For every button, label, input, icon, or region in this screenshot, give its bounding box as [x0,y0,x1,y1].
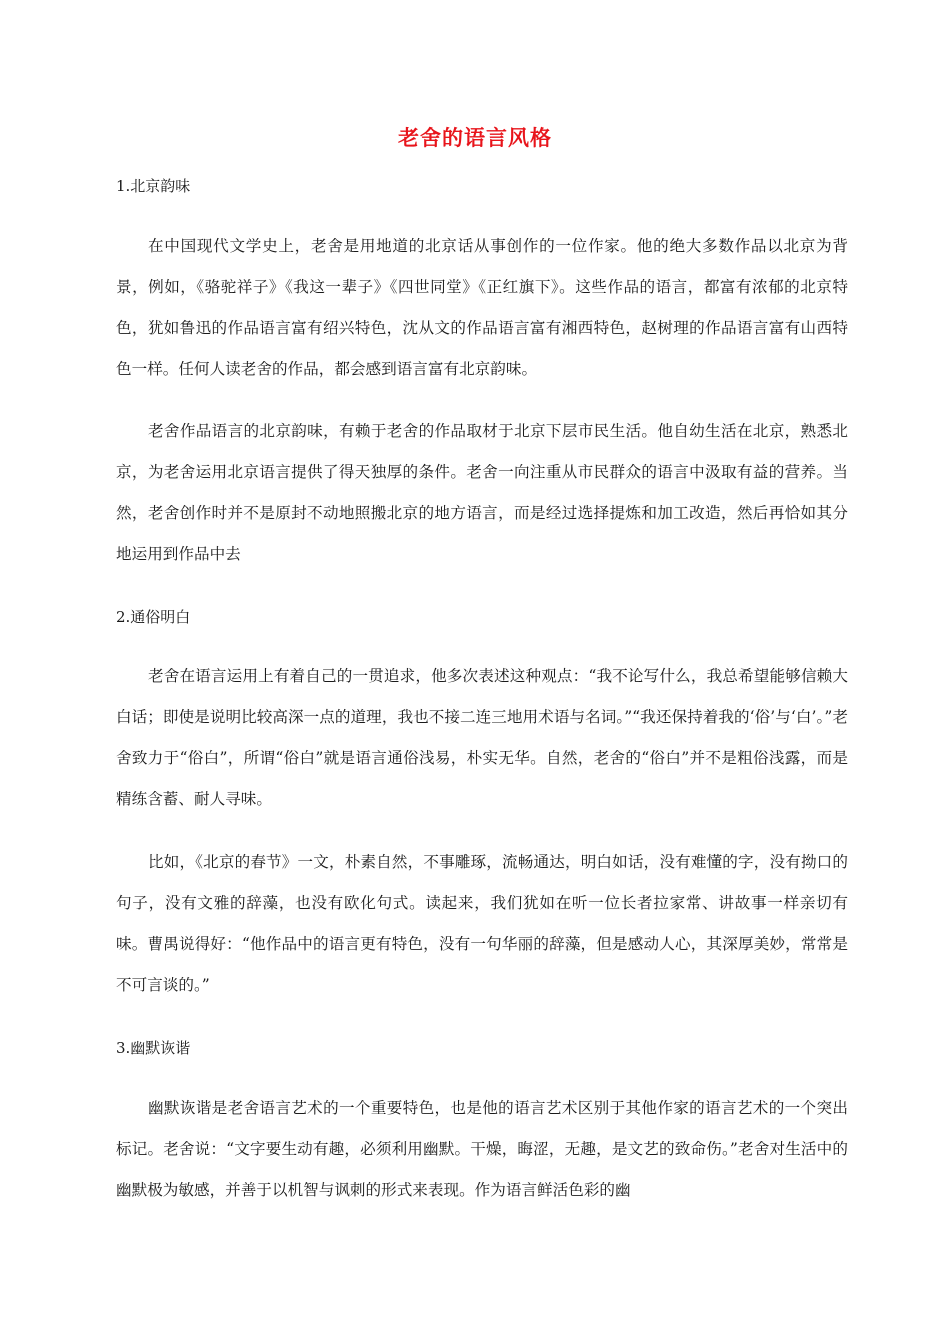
section-heading-1: 1.北京韵味 [116,177,191,195]
document-title: 老舍的语言风格 [398,125,552,150]
section-2-paragraph-1: 老舍在语言运用上有着自己的一贯追求，他多次表述这种观点：“我不论写什么，我总希望能够信赖大白话；即使是说明比较高深一点的道理，我也不接二连三地用术语与名词。”“我还保持着我的‘俗’与‘白’。”老舍致力于“俗白”，所谓“俗白”就是语言通俗浅易，朴实无华。自然，老舍的“俗白”并不是粗俗浅露，而是精练含蓄、耐人寻味。 [116,667,848,808]
section-1-paragraph-1: 在中国现代文学史上，老舍是用地道的北京话从事创作的一位作家。他的绝大多数作品以北京为背景，例如，《骆驼祥子》《我这一辈子》《四世同堂》《正红旗下》。这些作品的语言，都富有浓郁的北京特色，犹如鲁迅的作品语言富有绍兴特色，沈从文的作品语言富有湘西特色，赵树理的作品语言富有山西特色一样。任何人读老舍的作品，都会感到语言富有北京韵味。 [116,237,848,378]
section-1-paragraph-2: 老舍作品语言的北京韵味，有赖于老舍的作品取材于北京下层市民生活。他自幼生活在北京，熟悉北京，为老舍运用北京语言提供了得天独厚的条件。老舍一向注重从市民群众的语言中汲取有益的营养。当然，老舍创作时并不是原封不动地照搬北京的地方语言，而是经过选择提炼和加工改造，然后再恰如其分地运用到作品中去 [116,422,848,563]
section-2-paragraph-2: 比如，《北京的春节》一文，朴素自然，不事雕琢，流畅通达，明白如话，没有难懂的字，没有拗口的句子，没有文雅的辞藻，也没有欧化句式。读起来，我们犹如在听一位长者拉家常、讲故事一样亲切有味。曹禺说得好：“他作品中的语言更有特色，没有一句华丽的辞藻，但是感动人心，其深厚美妙，常常是不可言谈的。” [116,853,848,994]
section-heading-3: 3.幽默诙谐 [116,1039,191,1057]
section-heading-2: 2.通俗明白 [116,608,191,626]
section-3-paragraph-1: 幽默诙谐是老舍语言艺术的一个重要特色，也是他的语言艺术区别于其他作家的语言艺术的一个突出标记。老舍说：“文字要生动有趣，必须利用幽默。干燥，晦涩，无趣，是文艺的致命伤。”老舍对生活中的幽默极为敏感，并善于以机智与讽刺的形式来表现。作为语言鲜活色彩的幽 [116,1099,848,1199]
